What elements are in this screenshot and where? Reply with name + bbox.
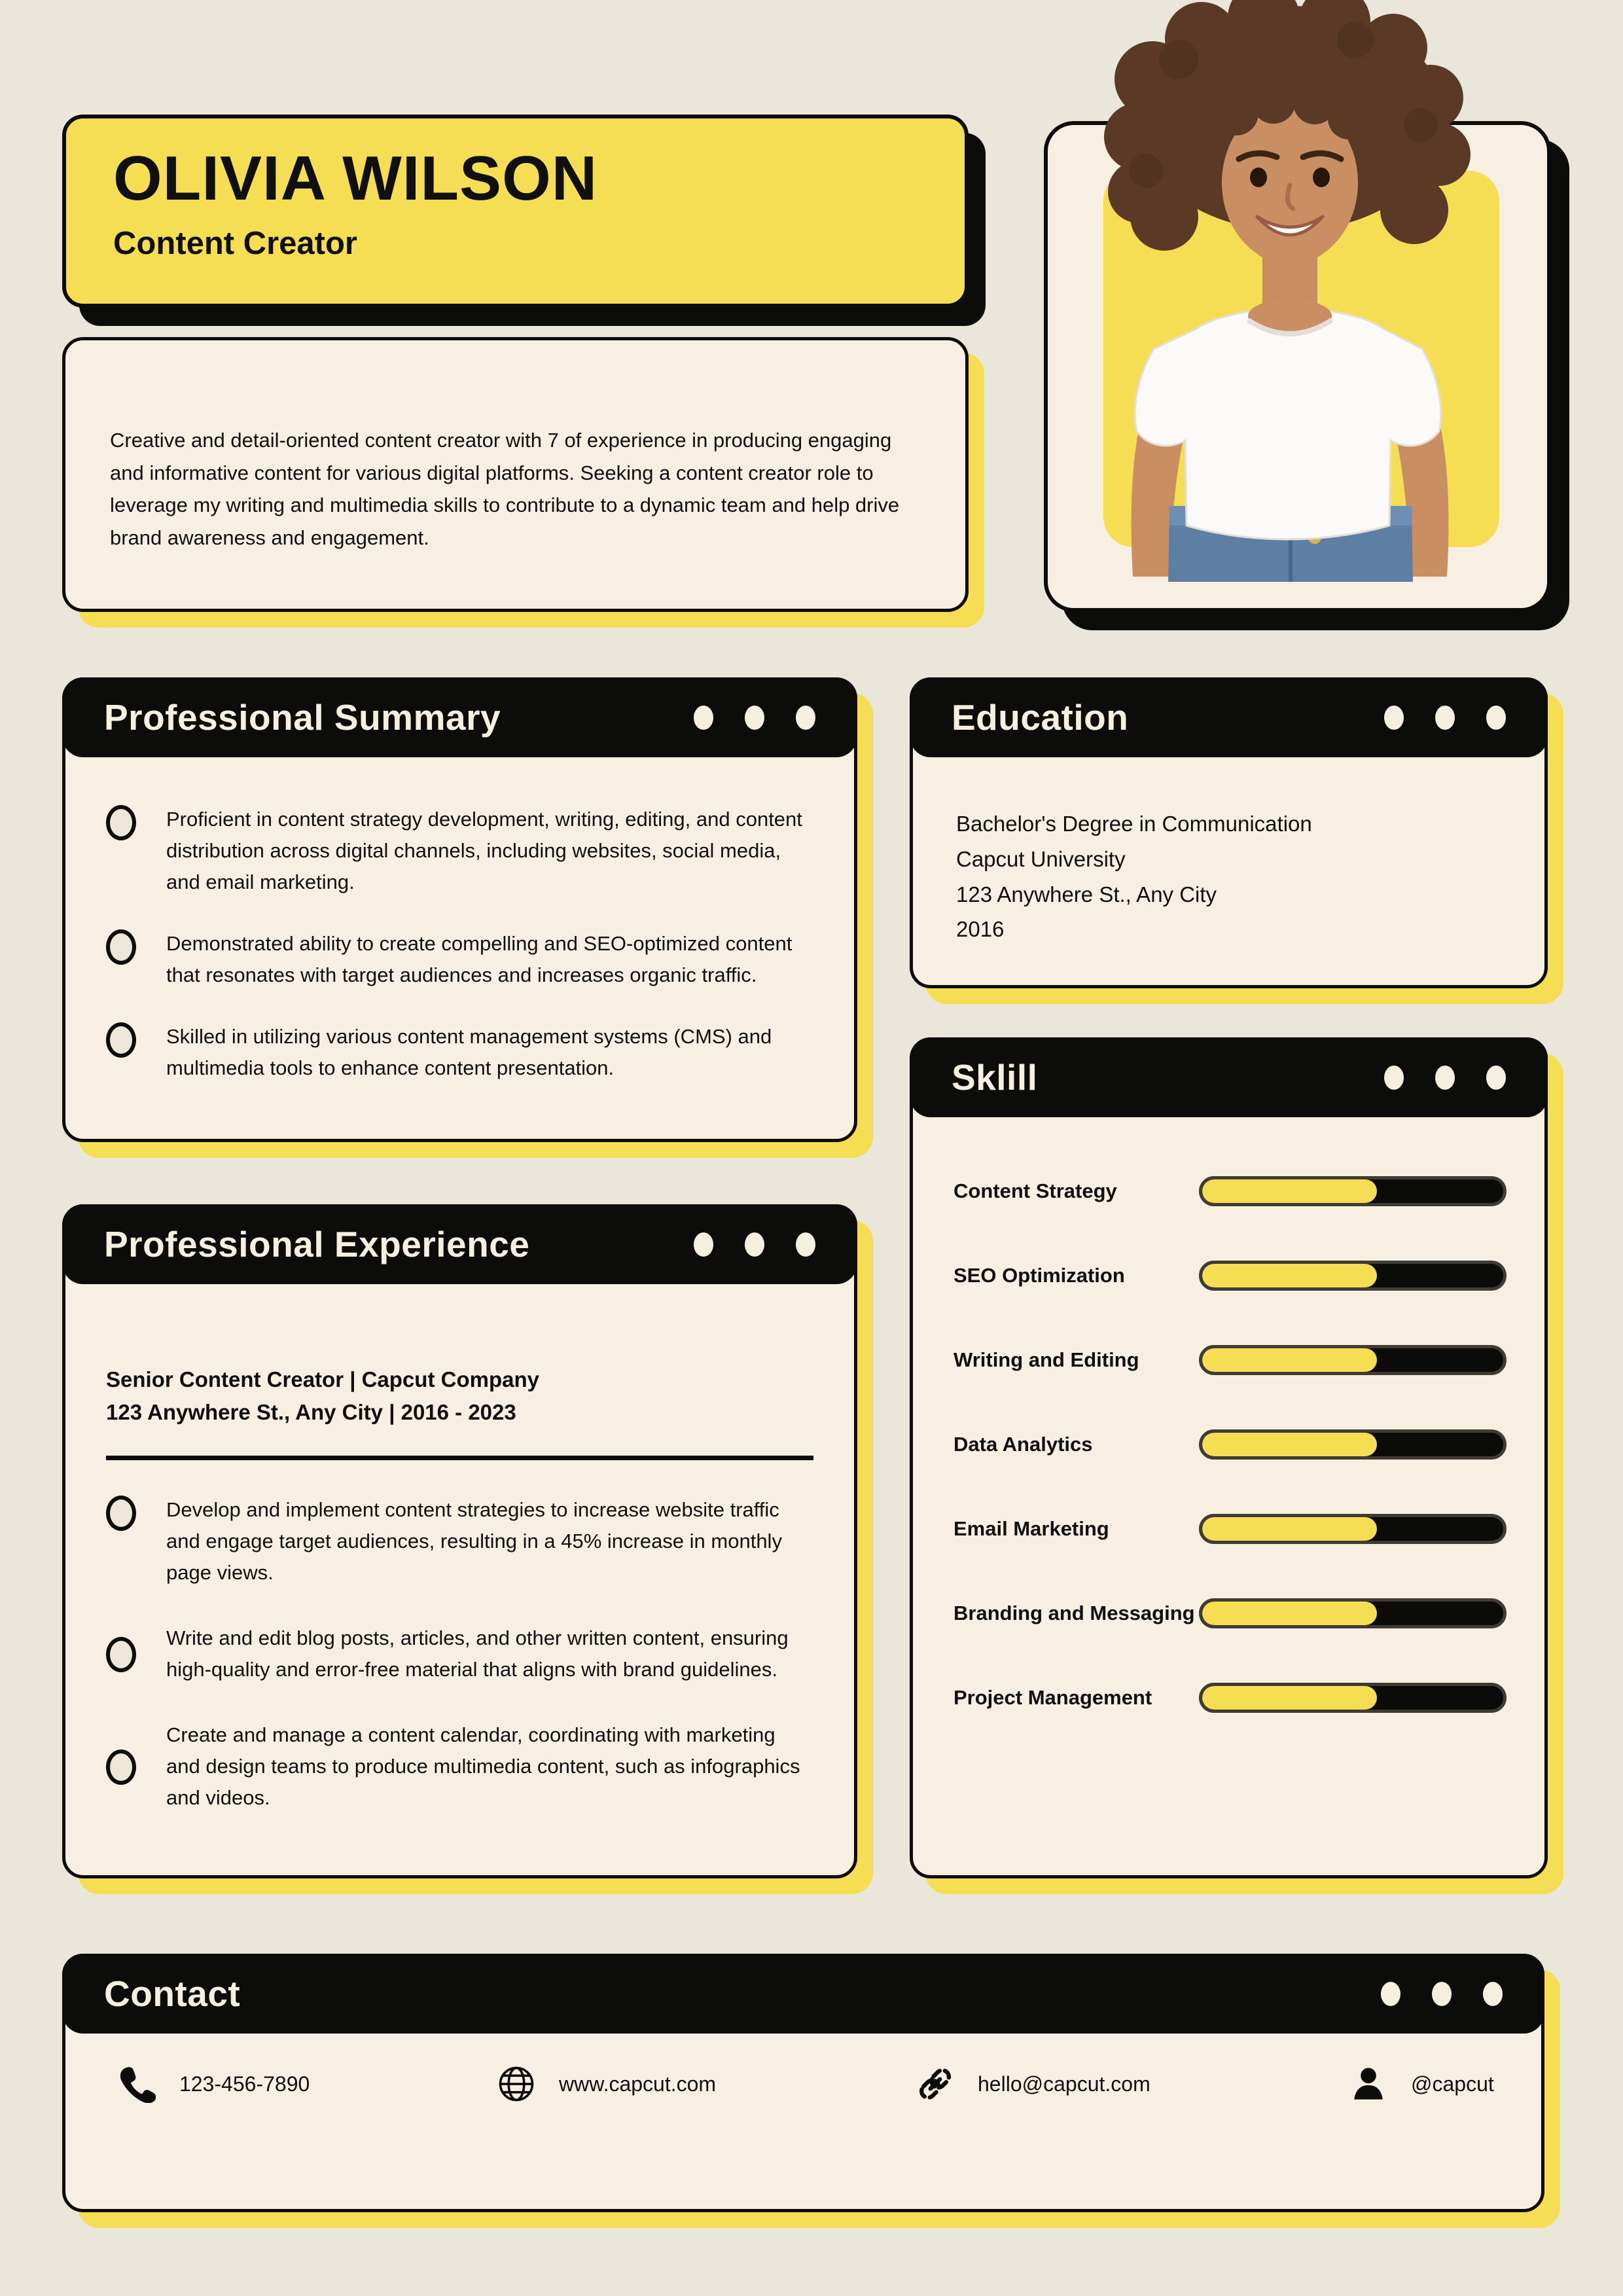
bullet-circle-icon: [106, 929, 136, 965]
contact-title: Contact: [104, 1973, 241, 2014]
skill-label: Content Strategy: [954, 1179, 1117, 1202]
professional-summary-card: [62, 677, 857, 1142]
skill-bar: [1199, 1598, 1507, 1628]
skill-bar-fill: [1202, 1264, 1377, 1287]
professional-experience-body: [65, 1363, 854, 1814]
skill-bar: [1199, 1176, 1507, 1206]
education-header: [910, 677, 1548, 757]
summary-bullet-text: Skilled in utilizing various content management systems (CMS) and multimedia tools to enhance content presentation.: [166, 1025, 772, 1080]
education-address: 123 Anywhere St., Any City: [956, 882, 1217, 906]
experience-role: Senior Content Creator | Capcut Company: [106, 1367, 539, 1391]
window-dot: [745, 706, 764, 730]
contact-website[interactable]: [497, 2054, 716, 2114]
window-dot: [796, 706, 815, 730]
skill-bar-fill: [1202, 1602, 1377, 1625]
contact-header: [62, 1954, 1544, 2034]
summary-bullet-text: Demonstrated ability to create compelling and SEO-optimized content that resonates with target audiences and increases organic traffic.: [166, 932, 793, 987]
summary-bullet-text: Proficient in content strategy development, writing, editing, and content distribution across digital channels, including websites, social media, and email marketing.: [166, 808, 802, 894]
contact-email[interactable]: [916, 2054, 1150, 2114]
experience-meta: 123 Anywhere St., Any City | 2016 - 2023: [106, 1399, 516, 1424]
window-dot: [1486, 1066, 1506, 1090]
window-dot: [1483, 1982, 1503, 2006]
skills-title: Sklill: [952, 1057, 1038, 1098]
list-item: [106, 1494, 813, 1588]
skill-bar-fill: [1202, 1686, 1377, 1710]
skill-bar-fill: [1202, 1517, 1377, 1541]
list-item: [106, 1021, 812, 1084]
bullet-circle-icon: [106, 1637, 136, 1672]
skill-bar: [1199, 1429, 1507, 1460]
education-card: [910, 677, 1548, 988]
window-dot: [1432, 1982, 1452, 2006]
bullet-circle-icon: [106, 1749, 136, 1785]
skill-row: [913, 1402, 1544, 1486]
link-icon: [916, 2065, 954, 2103]
contact-website-label: www.capcut.com: [559, 2072, 717, 2096]
skill-bar: [1199, 1683, 1507, 1713]
skill-label: SEO Optimization: [954, 1263, 1125, 1287]
professional-experience-title: Professional Experience: [104, 1224, 530, 1265]
contact-phone[interactable]: [118, 2054, 310, 2114]
window-dot: [694, 1232, 713, 1257]
professional-summary-title: Professional Summary: [104, 697, 501, 738]
education-degree: Bachelor's Degree in Communication: [956, 812, 1312, 836]
window-dots: [694, 706, 815, 730]
list-item: [106, 1623, 813, 1685]
skill-row: [913, 1149, 1544, 1233]
professional-summary-body: [65, 804, 854, 1084]
bullet-circle-icon: [106, 805, 136, 840]
window-dots: [694, 1232, 815, 1257]
photo-card: [1044, 121, 1551, 612]
skill-row: [913, 1486, 1544, 1571]
skill-bar-fill: [1202, 1179, 1377, 1203]
person-name: OLIVIA WILSON: [113, 143, 598, 213]
phone-icon: [118, 2065, 156, 2103]
bullet-circle-icon: [106, 1496, 136, 1531]
professional-summary-header: [62, 677, 857, 757]
skill-bar: [1199, 1514, 1507, 1544]
contact-phone-label: 123-456-7890: [179, 2072, 310, 2096]
list-item: [106, 928, 812, 991]
professional-experience-header: [62, 1204, 857, 1284]
bullet-circle-icon: [106, 1022, 136, 1058]
skill-row: [913, 1571, 1544, 1655]
contact-social[interactable]: [1349, 2054, 1494, 2114]
window-dots: [1381, 1982, 1503, 2006]
window-dot: [1384, 1066, 1404, 1090]
skill-label: Email Marketing: [954, 1516, 1109, 1540]
skill-label: Branding and Messaging: [954, 1601, 1195, 1624]
intro-card: [62, 337, 969, 612]
person-role: Content Creator: [113, 225, 357, 261]
experience-bullet-list: [106, 1494, 813, 1814]
name-card: [62, 115, 969, 308]
window-dot: [1384, 706, 1404, 730]
window-dot: [1435, 706, 1455, 730]
window-dot: [1486, 706, 1506, 730]
skill-bar: [1199, 1345, 1507, 1375]
skill-row: [913, 1233, 1544, 1318]
skill-bar-fill: [1202, 1433, 1377, 1456]
contact-email-label: hello@capcut.com: [978, 2072, 1150, 2096]
list-item: [106, 1719, 813, 1814]
skills-body: [913, 1149, 1544, 1740]
education-year: 2016: [956, 917, 1005, 942]
experience-bullet-text: Create and manage a content calendar, coordinating with marketing and design teams to produce multimedia content, such as infographics and videos.: [166, 1723, 800, 1810]
window-dots: [1384, 706, 1506, 730]
education-body: [956, 806, 1312, 947]
contact-card: [62, 1954, 1544, 2212]
experience-separator: [106, 1456, 813, 1460]
window-dot: [796, 1232, 815, 1257]
contact-social-label: @capcut: [1411, 2072, 1494, 2096]
skill-bar: [1199, 1261, 1507, 1291]
intro-text: Creative and detail-oriented content creator with 7 of experience in producing engaging and informative content for various digital platforms. Seeking a content creator role to leverage my writing and multimedia skills to contribute to a dynamic team and help drive brand awareness and engagement.: [110, 429, 900, 549]
woman-portrait-illustration: [1048, 20, 1555, 616]
window-dot: [745, 1232, 764, 1257]
skill-label: Writing and Editing: [954, 1348, 1139, 1371]
skill-label: Project Management: [954, 1685, 1152, 1709]
skills-header: [910, 1037, 1548, 1117]
skills-card: [910, 1037, 1548, 1878]
window-dots: [1384, 1066, 1506, 1090]
experience-bullet-text: Write and edit blog posts, articles, and other written content, ensuring high-quality and error-free material that aligns with brand guidelines.: [166, 1626, 789, 1681]
window-dot: [1435, 1066, 1455, 1090]
skill-label: Data Analytics: [954, 1432, 1093, 1456]
experience-bullet-text: Develop and implement content strategies to increase website traffic and engage target audiences, resulting in a 45% increase in monthly page views.: [166, 1498, 782, 1585]
education-school: Capcut University: [956, 846, 1126, 871]
skill-row: [913, 1318, 1544, 1402]
skill-bar-fill: [1202, 1348, 1377, 1372]
skill-row: [913, 1655, 1544, 1740]
list-item: [106, 804, 812, 898]
window-dot: [1381, 1982, 1400, 2006]
window-dot: [694, 706, 713, 730]
person-icon: [1349, 2065, 1387, 2103]
education-title: Education: [952, 697, 1129, 738]
globe-icon: [497, 2065, 535, 2103]
professional-experience-card: [62, 1204, 857, 1878]
